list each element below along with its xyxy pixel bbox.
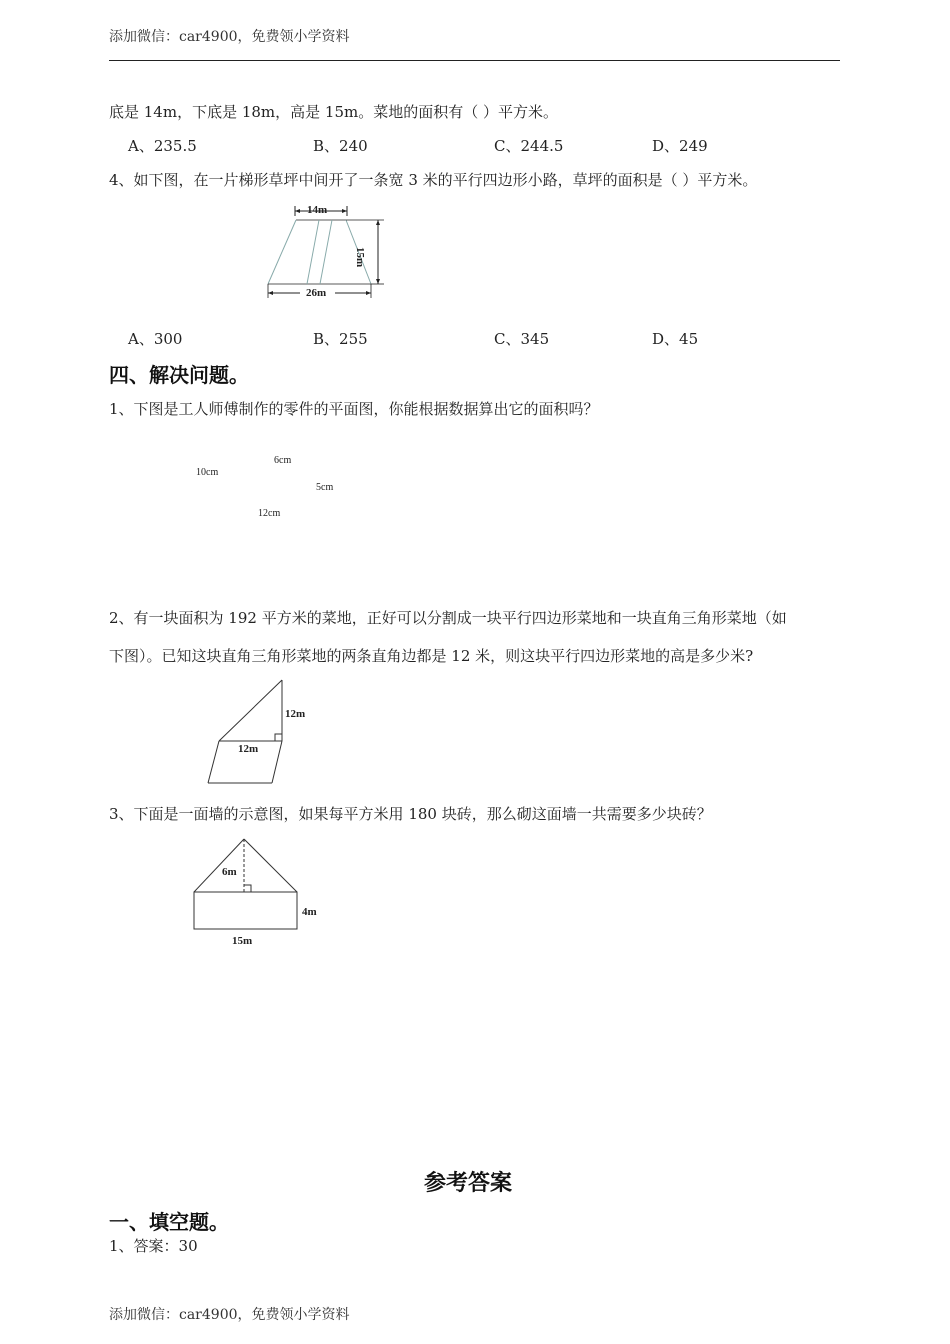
problem-1-text: 1、下图是工人师傅制作的零件的平面图，你能根据数据算出它的面积吗？ — [109, 400, 599, 418]
p3-side-label: 4m — [302, 906, 317, 918]
p3-height-label: 6m — [222, 866, 237, 878]
q4-option-b: B、255 — [313, 330, 368, 348]
q4-option-d: D、45 — [652, 330, 699, 348]
answers-title: 参考答案 — [424, 1171, 513, 1196]
q4-bottom-label: 26m — [306, 287, 327, 299]
q4-option-c: C、345 — [494, 330, 550, 348]
q4-height-label: 15m — [354, 247, 366, 268]
problem-2-line1: 2、有一块面积为 192 平方米的菜地，正好可以分割成一块平行四边形菜地和一块直角三角形菜地（如 — [109, 609, 787, 627]
answer-1: 1、答案：30 — [109, 1237, 198, 1255]
p2-parallelogram-triangle-figure — [205, 678, 315, 788]
q4-option-a: A、300 — [128, 330, 183, 348]
p1-label-10cm: 10cm — [196, 467, 219, 478]
p1-label-5cm: 5cm — [316, 482, 334, 493]
p1-label-12cm: 12cm — [258, 508, 281, 519]
q4-trapezoid-figure — [260, 200, 400, 305]
problem-2-line2: 下图）。已知这块直角三角形菜地的两条直角边都是 12 米，则这块平行四边形菜地的高是多少米? — [109, 647, 754, 665]
p2-base-label: 12m — [238, 743, 259, 755]
q3-option-b: B、240 — [313, 137, 368, 155]
header-rule — [109, 60, 840, 61]
p1-label-6cm: 6cm — [274, 455, 292, 466]
q4-text: 4、如下图，在一片梯形草坪中间开了一条宽 3 米的平行四边形小路，草坪的面积是（ ）平方米。 — [109, 171, 758, 189]
q3-text: 底是 14m，下底是 18m，高是 15m。菜地的面积有（ ）平方米。 — [109, 103, 559, 121]
p3-wall-figure — [190, 835, 310, 935]
q3-option-c: C、244.5 — [494, 137, 564, 155]
answers-section-1-heading: 一、填空题。 — [109, 1210, 229, 1234]
page-footer: 添加微信：car4900，免费领小学资料 — [109, 1307, 350, 1323]
section-4-heading: 四、解决问题。 — [109, 363, 249, 387]
q3-option-a: A、235.5 — [128, 137, 197, 155]
p2-side-label: 12m — [285, 708, 306, 720]
p3-bottom-label: 15m — [232, 935, 253, 947]
page-header: 添加微信：car4900，免费领小学资料 — [109, 29, 350, 45]
q3-option-d: D、249 — [652, 137, 708, 155]
problem-3-text: 3、下面是一面墙的示意图，如果每平方米用 180 块砖，那么砌这面墙一共需要多少块砖？ — [109, 805, 712, 823]
q4-top-label: 14m — [307, 204, 328, 216]
